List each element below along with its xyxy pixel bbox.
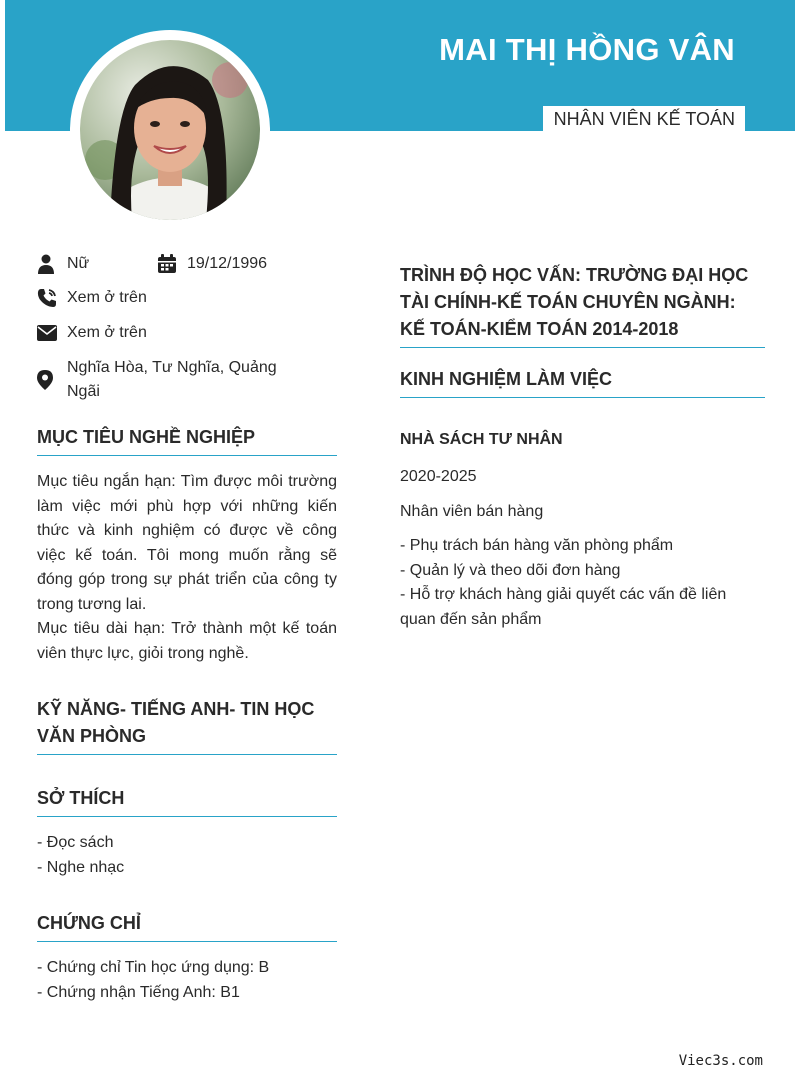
gender-value: Nữ — [67, 255, 90, 272]
address-value: Nghĩa Hòa, Tư Nghĩa, Quảng Ngãi — [67, 359, 277, 400]
phone-icon — [37, 286, 67, 310]
hobbies-heading: SỞ THÍCH — [37, 785, 337, 817]
hobbies-list — [37, 831, 337, 880]
user-icon — [37, 252, 67, 276]
skills-heading: KỸ NĂNG- TIẾNG ANH- TIN HỌC VĂN PHÒNG — [37, 696, 337, 755]
experience-heading: KINH NGHIỆM LÀM VIỆC — [400, 366, 765, 398]
company-name: NHÀ SÁCH TƯ NHÂN — [400, 431, 563, 448]
email-value: Xem ở trên — [67, 324, 147, 341]
calendar-icon — [157, 252, 187, 276]
gender-birthday-row — [37, 252, 337, 276]
duties-list — [400, 534, 765, 632]
left-column — [37, 252, 337, 1005]
email-row — [37, 321, 337, 345]
job-title-badge: NHÂN VIÊN KẾ TOÁN — [543, 106, 745, 132]
list-item: - Chứng chỉ Tin học ứng dụng: B — [37, 959, 270, 976]
right-column — [400, 262, 765, 632]
objective-short-term: Mục tiêu ngắn hạn: Tìm được môi trường làm việc mới phù hợp với những kiến thức và kinh nghiệm có được về công việc kế toán. Tôi mong muốn rằng sẽ đóng góp trong sự phát triển của công ty trong tương lai. — [37, 473, 337, 613]
address-row — [37, 356, 337, 404]
phone-value: Xem ở trên — [67, 289, 147, 306]
work-period: 2020-2025 — [400, 468, 477, 485]
watermark: Viec3s.com — [678, 1053, 763, 1069]
phone-row — [37, 286, 337, 310]
list-item: - Chứng nhận Tiếng Anh: B1 — [37, 983, 240, 1001]
certificates-list — [37, 956, 337, 1005]
map-pin-icon — [37, 356, 67, 404]
list-item: - Phụ trách bán hàng văn phòng phẩm — [400, 537, 674, 554]
portrait-photo — [80, 40, 260, 220]
avatar — [70, 30, 270, 230]
list-item: - Quản lý và theo dõi đơn hàng — [400, 561, 621, 579]
list-item: - Hỗ trợ khách hàng giải quyết các vấn đề liên quan đến sản phẩm — [400, 586, 727, 628]
candidate-name: MAI THỊ HỒNG VÂN — [439, 32, 735, 67]
birthday-value: 19/12/1996 — [187, 255, 268, 272]
envelope-icon — [37, 321, 67, 345]
objective-long-term: Mục tiêu dài hạn: Trở thành một kế toán viên thực lực, giỏi trong nghề. — [37, 620, 337, 662]
education-heading: TRÌNH ĐỘ HỌC VẤN: TRƯỜNG ĐẠI HỌC TÀI CHÍNH-KẾ TOÁN CHUYÊN NGÀNH: KẾ TOÁN-KIỂM TOÁN 2014-2018 — [400, 262, 765, 348]
objective-heading: MỤC TIÊU NGHỀ NGHIỆP — [37, 424, 337, 456]
list-item: - Đọc sách — [37, 834, 114, 851]
work-position: Nhân viên bán hàng — [400, 503, 544, 520]
certificates-heading: CHỨNG CHỈ — [37, 910, 337, 942]
list-item: - Nghe nhạc — [37, 858, 125, 876]
